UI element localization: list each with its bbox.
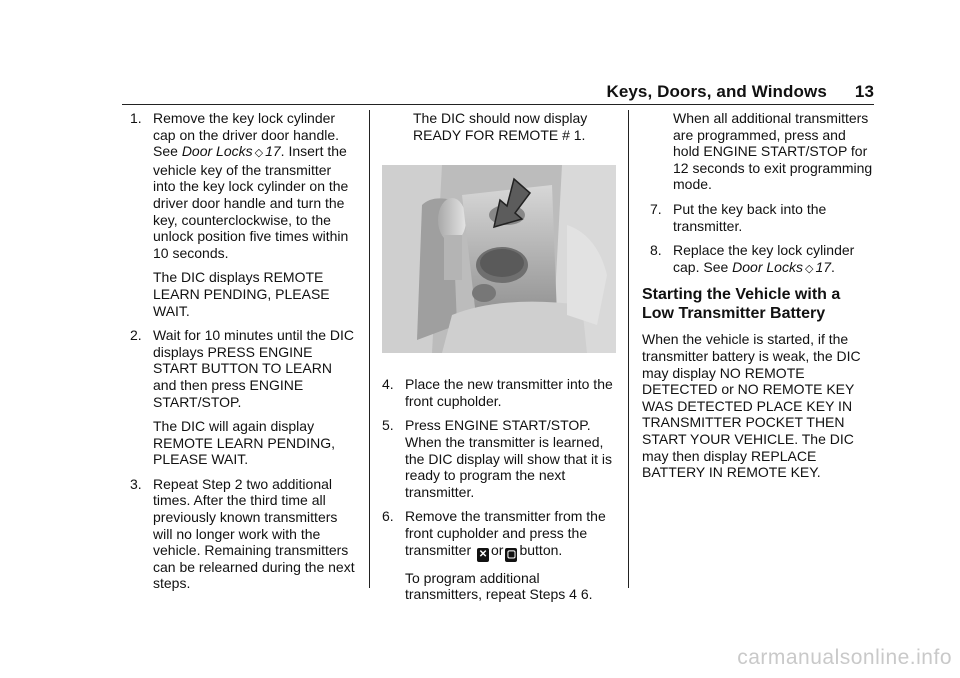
door-locks-link[interactable]: Door Locks — [732, 258, 803, 275]
step-number: 5. — [382, 417, 394, 434]
column-2 — [382, 110, 616, 611]
step-number: 8. — [650, 242, 662, 259]
column-3-intro: When all additional transmitters are programmed, press and hold ENGINE START/STOP for 12 seconds to exit programming mode. — [673, 110, 873, 193]
step-number: 4. — [382, 376, 394, 393]
step-8 — [642, 242, 874, 277]
page-ref-number[interactable]: 17 — [265, 143, 281, 160]
step-6 — [382, 508, 616, 561]
step-text: Put the key back into the transmitter. — [673, 200, 827, 234]
column-3 — [642, 110, 874, 481]
step-1-note: The DIC displays REMOTE LEARN PENDING, PLEASE WAIT. — [153, 269, 330, 319]
step-3 — [130, 476, 356, 592]
step-7 — [642, 201, 874, 234]
step-text: . — [831, 258, 835, 275]
step-5 — [382, 417, 616, 500]
step-text: Wait for 10 minutes until the DIC displays PRESS ENGINE START BUTTON TO LEARN and then press ENGINE START/STOP. — [153, 327, 355, 410]
door-locks-link[interactable]: Door Locks — [181, 143, 253, 160]
section-title: Keys, Doors, and Windows — [606, 82, 827, 101]
section-heading: Starting the Vehicle with a Low Transmitter Battery — [642, 286, 841, 323]
column-2-intro: The DIC should now display READY FOR REMOTE # 1. — [413, 110, 588, 143]
step-number: 7. — [650, 200, 662, 217]
page-number: 13 — [854, 82, 874, 101]
step-number: 6. — [382, 508, 394, 525]
step-text: button. — [519, 541, 563, 558]
step-text: Remove the key lock cylinder cap on the driver door handle. See — [153, 110, 340, 160]
step-text: Remove the transmitter from the front cupholder and press the transmitter — [405, 508, 606, 558]
section-body: When the vehicle is started, if the transmitter battery is weak, the DIC may display NO REMOTE DETECTED or NO REMOTE KEY WAS DETECTED PLACE KEY IN TRANSMITTER POCKET THEN START YOUR VEHICLE. The DIC may then display REPLACE BATTERY IN REMOTE KEY. — [642, 331, 861, 481]
page-ref-icon: ◇ — [254, 147, 264, 160]
column-1 — [130, 110, 356, 600]
cupholder-photo — [382, 165, 616, 353]
step-text: Press ENGINE START/STOP. When the transmitter is learned, the DIC display will show that it is ready to program the next transmitter. — [405, 417, 612, 500]
page-ref-number[interactable]: 17 — [815, 258, 832, 275]
watermark: carmanualsonline.info — [737, 646, 952, 669]
step-number: 2. — [130, 327, 142, 344]
step-2 — [130, 327, 356, 410]
page-header — [606, 82, 874, 102]
step-2-note: The DIC will again display REMOTE LEARN PENDING, PLEASE WAIT. — [153, 418, 336, 468]
step-text: Repeat Step 2 two additional times. After the third time all previously known transmitters will no longer work with the vehicle. Remaining transmitters can be relearned during the next steps. — [153, 475, 355, 592]
step-text: or — [491, 541, 504, 558]
step-4 — [382, 376, 616, 409]
step-text: Replace the key lock cylinder cap. See — [673, 242, 855, 275]
column-divider-1 — [369, 110, 370, 588]
step-number: 1. — [130, 110, 142, 126]
step-6-note: To program additional transmitters, repeat Steps 4 6. — [405, 569, 593, 603]
step-1 — [130, 110, 356, 261]
header-rule — [122, 104, 874, 105]
step-number: 3. — [130, 475, 142, 492]
column-divider-2 — [628, 110, 629, 588]
step-text: . Insert the vehicle key of the transmitter into the key lock cylinder on the driver door handle and turn the key, counterclockwise, to the unlock position five times within 10 seconds. — [153, 143, 349, 261]
lock-button-icon: ✕ — [478, 548, 488, 560]
page-ref-icon: ◇ — [804, 262, 814, 275]
unlock-button-icon: ▢ — [506, 548, 517, 560]
step-text: Place the new transmitter into the front cupholder. — [405, 376, 613, 409]
